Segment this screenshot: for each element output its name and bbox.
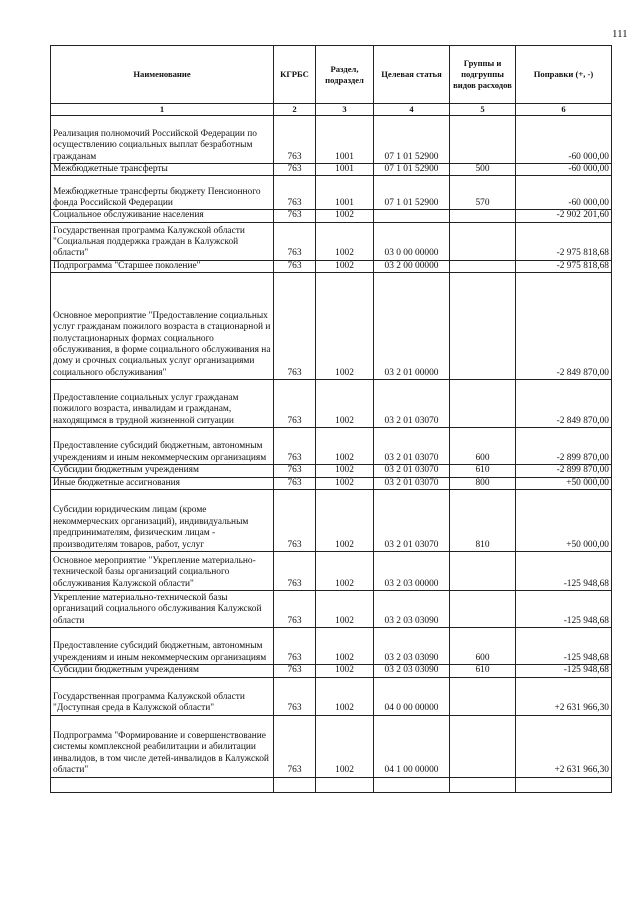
row-amount: +50 000,00 xyxy=(516,477,612,489)
table-row xyxy=(51,116,612,164)
row-amount: -60 000,00 xyxy=(516,176,612,210)
row-razdel: 1002 xyxy=(316,222,374,260)
row-razdel: 1002 xyxy=(316,477,374,489)
row-expense-type: 800 xyxy=(450,477,516,489)
row-kgrbs: 763 xyxy=(274,552,316,591)
table-row xyxy=(51,465,612,477)
row-expense-type: 610 xyxy=(450,665,516,677)
spacer-cell xyxy=(450,777,516,792)
row-amount: -125 948,68 xyxy=(516,591,612,628)
row-razdel: 1002 xyxy=(316,552,374,591)
header-row xyxy=(51,46,612,104)
header-number: 1 xyxy=(51,104,274,116)
row-expense-type xyxy=(450,677,516,715)
header-number: 6 xyxy=(516,104,612,116)
table-row xyxy=(51,164,612,176)
row-name: Основное мероприятие "Предоставление социальных услуг гражданам пожилого возраста в стационарной и полустационарных формах социального обслуживания, в форме социального обслуживания на дому и срочных социальных услуг организациями социального обслуживания" xyxy=(51,273,274,380)
table-row xyxy=(51,273,612,380)
row-name: Межбюджетные трансферты xyxy=(51,164,274,176)
row-kgrbs: 763 xyxy=(274,116,316,164)
spacer-cell xyxy=(374,777,450,792)
row-razdel: 1002 xyxy=(316,715,374,777)
table-bottom-spacer xyxy=(51,777,612,792)
row-name: Предоставление субсидий бюджетным, автономным учреждениям и иным некоммерческим организациям xyxy=(51,428,274,465)
header-vid: Группы и подгруппы видов расходов xyxy=(450,46,516,104)
row-amount: +2 631 966,30 xyxy=(516,677,612,715)
row-kgrbs: 763 xyxy=(274,210,316,222)
row-expense-type: 570 xyxy=(450,176,516,210)
row-amount: -2 849 870,00 xyxy=(516,273,612,380)
row-razdel: 1002 xyxy=(316,465,374,477)
row-amount: +50 000,00 xyxy=(516,490,612,552)
table-row xyxy=(51,477,612,489)
row-kgrbs: 763 xyxy=(274,176,316,210)
header-number: 3 xyxy=(316,104,374,116)
header-kgrbs: КГРБС xyxy=(274,46,316,104)
row-razdel: 1002 xyxy=(316,260,374,272)
table-row xyxy=(51,176,612,210)
row-expense-type xyxy=(450,260,516,272)
row-target-article: 03 2 01 00000 xyxy=(374,273,450,380)
row-expense-type: 810 xyxy=(450,490,516,552)
row-target-article: 03 2 03 03090 xyxy=(374,591,450,628)
row-expense-type: 500 xyxy=(450,164,516,176)
row-kgrbs: 763 xyxy=(274,260,316,272)
header-number: 2 xyxy=(274,104,316,116)
row-amount: -2 975 818,68 xyxy=(516,222,612,260)
row-target-article: 03 2 03 00000 xyxy=(374,552,450,591)
row-razdel: 1002 xyxy=(316,428,374,465)
page-number: 111 xyxy=(612,28,628,40)
row-amount: -125 948,68 xyxy=(516,552,612,591)
row-target-article: 03 2 01 03070 xyxy=(374,428,450,465)
row-name: Межбюджетные трансферты бюджету Пенсионного фонда Российской Федерации xyxy=(51,176,274,210)
row-amount: -2 902 201,60 xyxy=(516,210,612,222)
row-kgrbs: 763 xyxy=(274,222,316,260)
row-amount: -2 975 818,68 xyxy=(516,260,612,272)
row-name: Субсидии юридическим лицам (кроме некоммерческих организаций), индивидуальным предпринимателям, физическим лицам - производителям товаров, работ, услуг xyxy=(51,490,274,552)
row-name: Субсидии бюджетным учреждениям xyxy=(51,465,274,477)
table-row xyxy=(51,552,612,591)
table-row xyxy=(51,380,612,428)
row-name: Подпрограмма "Старшее поколение" xyxy=(51,260,274,272)
row-target-article: 03 0 00 00000 xyxy=(374,222,450,260)
spacer-cell xyxy=(274,777,316,792)
table-row xyxy=(51,628,612,665)
row-expense-type: 600 xyxy=(450,628,516,665)
row-kgrbs: 763 xyxy=(274,380,316,428)
row-razdel: 1001 xyxy=(316,176,374,210)
row-name: Основное мероприятие "Укрепление материально-технической базы организаций социального обслуживания Калужской области" xyxy=(51,552,274,591)
spacer-cell xyxy=(516,777,612,792)
row-razdel: 1002 xyxy=(316,677,374,715)
header-name: Наименование xyxy=(51,46,274,104)
table-row xyxy=(51,260,612,272)
row-expense-type xyxy=(450,591,516,628)
header-numbers-row xyxy=(51,104,612,116)
row-expense-type xyxy=(450,380,516,428)
row-kgrbs: 763 xyxy=(274,591,316,628)
row-kgrbs: 763 xyxy=(274,665,316,677)
row-expense-type xyxy=(450,552,516,591)
row-razdel: 1002 xyxy=(316,273,374,380)
row-name: Государственная программа Калужской области "Доступная среда в Калужской области" xyxy=(51,677,274,715)
row-amount: -2 899 870,00 xyxy=(516,428,612,465)
row-amount: -2 849 870,00 xyxy=(516,380,612,428)
row-target-article: 03 2 01 03070 xyxy=(374,477,450,489)
row-target-article: 04 1 00 00000 xyxy=(374,715,450,777)
row-amount: -60 000,00 xyxy=(516,164,612,176)
header-number: 5 xyxy=(450,104,516,116)
row-name: Субсидии бюджетным учреждениям xyxy=(51,665,274,677)
row-name: Государственная программа Калужской области "Социальная поддержка граждан в Калужской области" xyxy=(51,222,274,260)
table-row xyxy=(51,715,612,777)
table-row xyxy=(51,490,612,552)
table-row xyxy=(51,222,612,260)
row-amount: -2 899 870,00 xyxy=(516,465,612,477)
row-kgrbs: 763 xyxy=(274,164,316,176)
row-target-article: 07 1 01 52900 xyxy=(374,116,450,164)
row-amount: -125 948,68 xyxy=(516,628,612,665)
row-target-article: 03 2 01 03070 xyxy=(374,380,450,428)
row-target-article: 07 1 01 52900 xyxy=(374,176,450,210)
table-row xyxy=(51,210,612,222)
table-row xyxy=(51,591,612,628)
row-kgrbs: 763 xyxy=(274,465,316,477)
row-expense-type: 600 xyxy=(450,428,516,465)
row-expense-type xyxy=(450,273,516,380)
table-row xyxy=(51,665,612,677)
header-razdel: Раздел, подраздел xyxy=(316,46,374,104)
row-name: Социальное обслуживание населения xyxy=(51,210,274,222)
row-razdel: 1001 xyxy=(316,164,374,176)
row-target-article: 03 2 03 03090 xyxy=(374,628,450,665)
row-razdel: 1002 xyxy=(316,210,374,222)
row-razdel: 1002 xyxy=(316,380,374,428)
row-razdel: 1002 xyxy=(316,665,374,677)
spacer-cell xyxy=(51,777,274,792)
row-expense-type xyxy=(450,210,516,222)
spacer-cell xyxy=(316,777,374,792)
row-target-article: 03 2 01 03070 xyxy=(374,490,450,552)
header-statya: Целевая статья xyxy=(374,46,450,104)
row-expense-type xyxy=(450,222,516,260)
row-amount: -60 000,00 xyxy=(516,116,612,164)
row-kgrbs: 763 xyxy=(274,677,316,715)
row-name: Предоставление социальных услуг гражданам пожилого возраста, инвалидам и гражданам, находящимся в трудной жизненной ситуации xyxy=(51,380,274,428)
row-razdel: 1002 xyxy=(316,591,374,628)
row-kgrbs: 763 xyxy=(274,477,316,489)
row-target-article: 03 2 01 03070 xyxy=(374,465,450,477)
row-kgrbs: 763 xyxy=(274,715,316,777)
row-name: Подпрограмма "Формирование и совершенствование системы комплексной реабилитации и абилитации инвалидов, в том числе детей-инвалидов в Калужской области" xyxy=(51,715,274,777)
budget-table xyxy=(50,45,612,793)
row-target-article: 03 2 03 03090 xyxy=(374,665,450,677)
table-row xyxy=(51,428,612,465)
row-kgrbs: 763 xyxy=(274,490,316,552)
row-name: Предоставление субсидий бюджетным, автономным учреждениям и иным некоммерческим организациям xyxy=(51,628,274,665)
row-razdel: 1002 xyxy=(316,628,374,665)
row-target-article: 07 1 01 52900 xyxy=(374,164,450,176)
header-amount: Поправки (+, -) xyxy=(516,46,612,104)
row-name: Укрепление материально-технической базы организаций социального обслуживания Калужской области xyxy=(51,591,274,628)
header-number: 4 xyxy=(374,104,450,116)
row-expense-type: 610 xyxy=(450,465,516,477)
table-row xyxy=(51,677,612,715)
row-razdel: 1001 xyxy=(316,116,374,164)
row-razdel: 1002 xyxy=(316,490,374,552)
row-kgrbs: 763 xyxy=(274,273,316,380)
row-amount: +2 631 966,30 xyxy=(516,715,612,777)
row-expense-type xyxy=(450,116,516,164)
row-expense-type xyxy=(450,715,516,777)
row-name: Иные бюджетные ассигнования xyxy=(51,477,274,489)
row-amount: -125 948,68 xyxy=(516,665,612,677)
row-target-article: 03 2 00 00000 xyxy=(374,260,450,272)
row-kgrbs: 763 xyxy=(274,428,316,465)
row-kgrbs: 763 xyxy=(274,628,316,665)
row-target-article: 04 0 00 00000 xyxy=(374,677,450,715)
row-name: Реализация полномочий Российской Федерации по осуществлению социальных выплат безработным гражданам xyxy=(51,116,274,164)
row-target-article xyxy=(374,210,450,222)
